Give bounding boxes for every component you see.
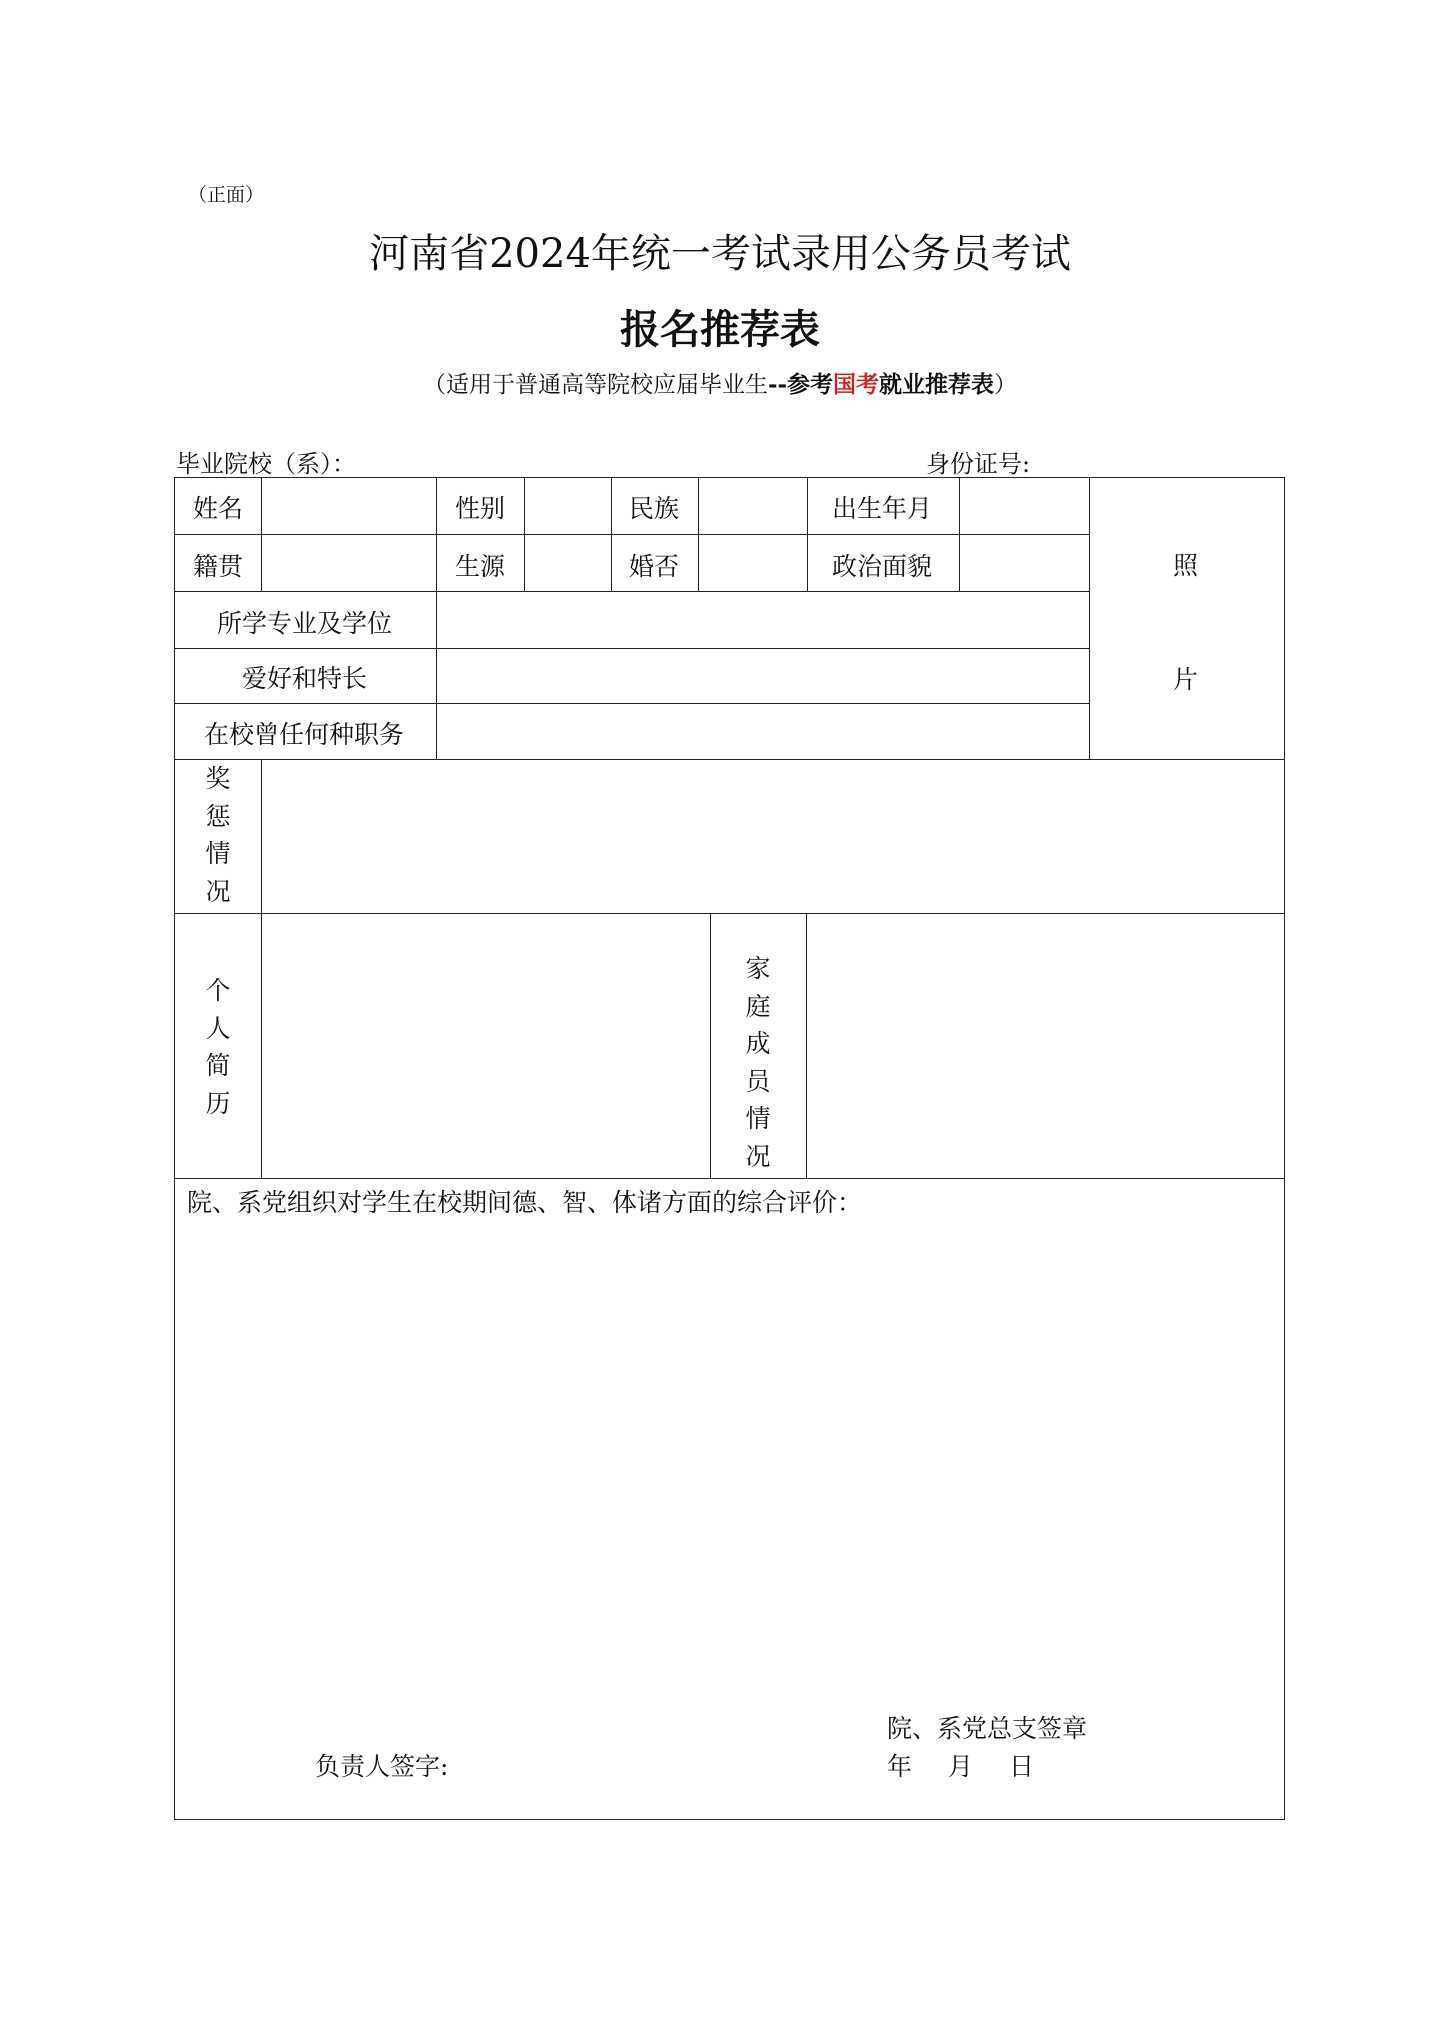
family-char: 庭 bbox=[745, 991, 771, 1021]
rewards-char: 情 bbox=[205, 839, 231, 868]
grid-line bbox=[1089, 478, 1090, 759]
resume-char: 人 bbox=[205, 1013, 231, 1043]
family-char: 成 bbox=[745, 1029, 771, 1058]
date-month-label: 月 bbox=[948, 1752, 974, 1781]
rewards-char: 惩 bbox=[205, 801, 231, 831]
birth-date-field[interactable] bbox=[961, 480, 1087, 532]
evaluation-field[interactable] bbox=[177, 1223, 1282, 1763]
birth-date-label: 出生年月 bbox=[832, 494, 933, 523]
gender-label: 性别 bbox=[455, 494, 506, 523]
grid-line bbox=[175, 703, 1089, 704]
photo-label-char-2: 片 bbox=[1173, 665, 1199, 694]
hobbies-label: 爱好和特长 bbox=[242, 664, 368, 693]
native-place-field[interactable] bbox=[263, 537, 434, 589]
resume-char: 个 bbox=[205, 976, 231, 1005]
major-degree-field[interactable] bbox=[438, 593, 1087, 646]
major-degree-label: 所学专业及学位 bbox=[217, 609, 393, 638]
name-label: 姓名 bbox=[193, 494, 244, 523]
grid-line bbox=[175, 1178, 1284, 1179]
ethnicity-field[interactable] bbox=[700, 480, 805, 532]
resume-field[interactable] bbox=[263, 915, 708, 1176]
grid-line bbox=[698, 478, 699, 591]
grid-line bbox=[710, 913, 711, 1178]
seal-date bbox=[887, 1747, 1034, 1783]
family-char: 情 bbox=[745, 1104, 771, 1133]
student-source-field[interactable] bbox=[526, 537, 609, 589]
school-positions-label: 在校曾任何种职务 bbox=[204, 720, 405, 749]
date-year-label: 年 bbox=[887, 1752, 913, 1781]
grid-line bbox=[175, 648, 1089, 649]
grid-line bbox=[175, 759, 1284, 760]
note-prefix: （适用于普通高等院校应届毕业生 bbox=[422, 372, 768, 398]
family-char: 况 bbox=[745, 1141, 771, 1171]
photo-label-char-1: 照 bbox=[1173, 551, 1199, 580]
rewards-label bbox=[201, 760, 235, 910]
form-title: 河南省2024年统一考试录用公务员考试 bbox=[369, 231, 1071, 277]
school-positions-field[interactable] bbox=[438, 705, 1087, 757]
rewards-char: 况 bbox=[205, 876, 231, 906]
grid-line bbox=[806, 913, 807, 1178]
grid-line bbox=[175, 913, 1284, 914]
family-char: 家 bbox=[745, 954, 771, 983]
grid-line bbox=[175, 591, 1089, 592]
resume-char: 简 bbox=[205, 1051, 231, 1080]
grid-line bbox=[959, 478, 960, 591]
id-number-label: 身份证号: bbox=[926, 450, 1031, 478]
note-bold-2: 就业推荐表 bbox=[879, 371, 995, 398]
form-subtitle-title: 报名推荐表 bbox=[620, 306, 820, 353]
ethnicity-label: 民族 bbox=[629, 494, 680, 523]
grid-line bbox=[436, 478, 437, 759]
form-applicability-note bbox=[0, 366, 1440, 399]
rewards-char: 奖 bbox=[205, 764, 231, 793]
family-members-label bbox=[741, 950, 775, 1175]
registration-form-table bbox=[174, 477, 1285, 1820]
note-bold-1: --参考 bbox=[767, 371, 834, 398]
resume-char: 历 bbox=[205, 1088, 231, 1118]
gender-field[interactable] bbox=[526, 480, 609, 532]
grid-line bbox=[524, 478, 525, 591]
grid-line bbox=[807, 478, 808, 591]
family-char: 员 bbox=[745, 1066, 771, 1096]
seal-label: 院、系党总支签章 bbox=[887, 1714, 1088, 1743]
marital-status-label: 婚否 bbox=[629, 552, 680, 581]
native-place-label: 籍贯 bbox=[193, 552, 244, 581]
student-source-label: 生源 bbox=[455, 552, 506, 581]
family-members-field[interactable] bbox=[808, 915, 1282, 1176]
grid-line bbox=[261, 478, 262, 591]
political-status-label: 政治面貌 bbox=[832, 552, 933, 581]
signature-label: 负责人签字: bbox=[315, 1752, 449, 1781]
note-suffix: ） bbox=[994, 372, 1018, 398]
grid-line bbox=[261, 759, 262, 1178]
photo-box[interactable] bbox=[1091, 480, 1282, 757]
evaluation-label: 院、系党组织对学生在校期间德、智、体诸方面的综合评价： bbox=[187, 1188, 863, 1217]
marital-status-field[interactable] bbox=[700, 537, 805, 589]
date-day-label: 日 bbox=[1009, 1752, 1035, 1781]
hobbies-field[interactable] bbox=[438, 650, 1087, 701]
grid-line bbox=[611, 478, 612, 591]
resume-label bbox=[201, 972, 235, 1122]
grid-line bbox=[175, 534, 1089, 535]
political-status-field[interactable] bbox=[961, 537, 1087, 589]
name-field[interactable] bbox=[263, 480, 434, 532]
school-label: 毕业院校（系）： bbox=[176, 450, 356, 478]
rewards-field[interactable] bbox=[263, 761, 1282, 911]
page-side-label: （正面） bbox=[188, 184, 265, 206]
note-red-highlight: 国考 bbox=[833, 371, 880, 398]
